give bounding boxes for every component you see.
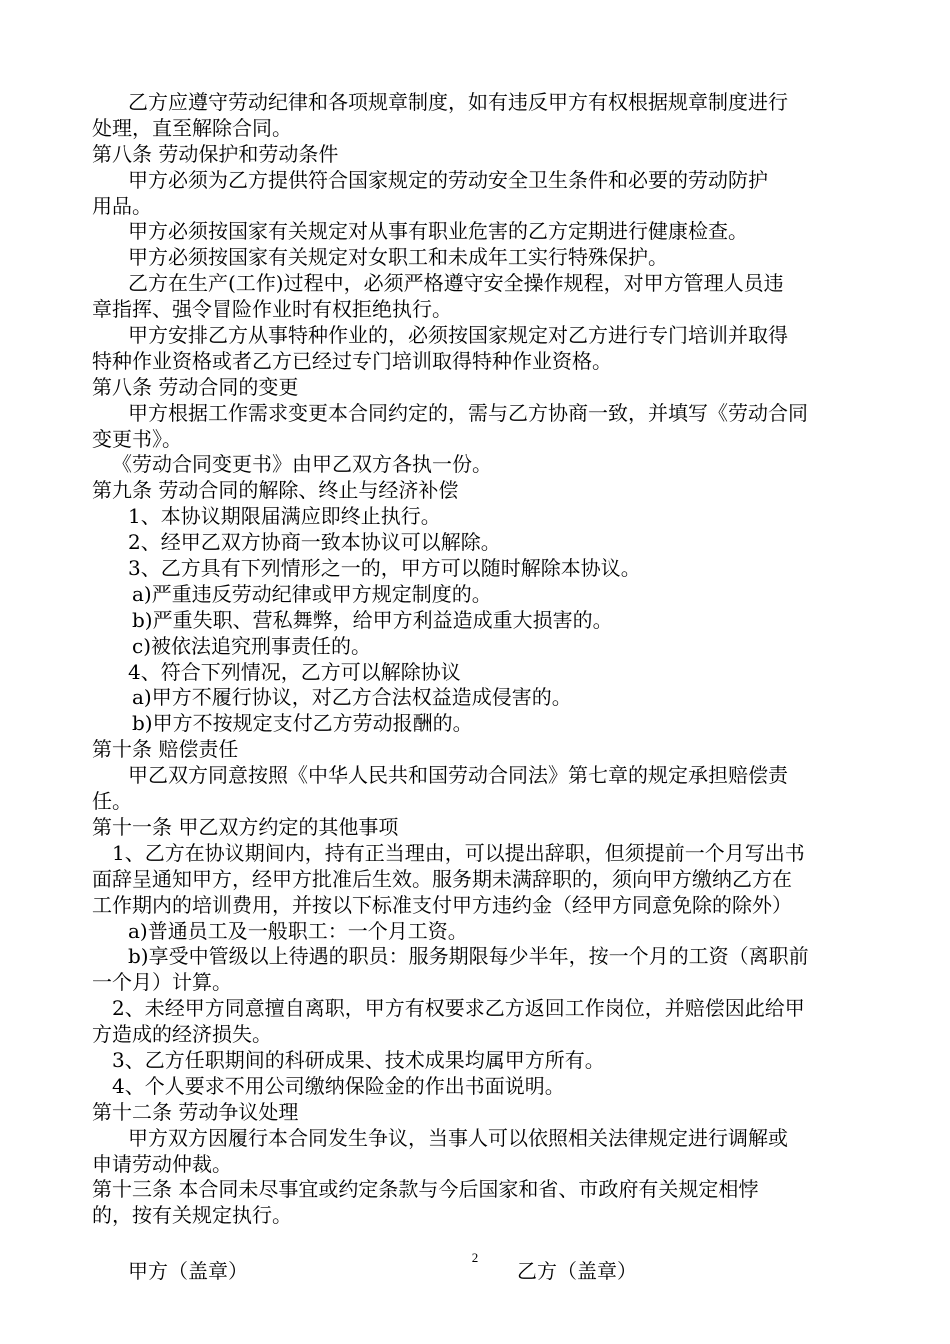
article-heading: 第十二条 劳动争议处理 [92,1099,299,1124]
text-line: a)甲方不履行协议，对乙方合法权益造成侵害的。 [132,685,572,710]
text-line: 3、乙方具有下列情形之一的，甲方可以随时解除本协议。 [128,556,641,581]
text-line: 1、乙方在协议期间内，持有正当理由，可以提出辞职，但须提前一个月写出书 [112,840,805,865]
text-line: 的，按有关规定执行。 [92,1203,292,1228]
text-line: 甲方双方因履行本合同发生争议，当事人可以依照相关法律规定进行调解或 [128,1125,788,1150]
text-line: 工作期内的培训费用，并按以下标准支付甲方违约金（经甲方同意免除的除外） [92,892,792,917]
text-line: 变更书》。 [92,426,182,451]
paragraph-lines [92,90,862,1229]
text-line: 甲方安排乙方从事特种作业的，必须按国家规定对乙方进行专门培训并取得 [128,323,788,348]
text-line: 用品。 [92,193,152,218]
article-heading: 第十三条 本合同未尽事宜或约定条款与今后国家和省、市政府有关规定相悖 [92,1177,759,1202]
article-heading: 第十一条 甲乙双方约定的其他事项 [92,814,399,839]
text-line: b)甲方不按规定支付乙方劳动报酬的。 [132,711,473,736]
text-line: 方造成的经济损失。 [92,1022,272,1047]
text-line: b)享受中管级以上待遇的职员：服务期限每少半年，按一个月的工资（离职前 [128,944,809,969]
text-line: 甲方必须为乙方提供符合国家规定的劳动安全卫生条件和必要的劳动防护 [128,167,768,192]
text-line: 任。 [92,789,132,814]
text-line: a)严重违反劳动纪律或甲方规定制度的。 [132,581,492,606]
article-heading: 第八条 劳动合同的变更 [92,374,299,399]
text-line: 特种作业资格或者乙方已经过专门培训取得特种作业资格。 [92,348,612,373]
text-line: 甲方根据工作需求变更本合同约定的，需与乙方协商一致，并填写《劳动合同 [128,400,808,425]
article-heading: 第十条 赔偿责任 [92,737,239,762]
text-line: c)被依法追究刑事责任的。 [132,633,372,658]
text-line: 4、符合下列情况，乙方可以解除协议 [128,659,461,684]
text-line: 处理，直至解除合同。 [92,115,292,140]
party-a-seal-label: 甲方（盖章） [128,1259,248,1284]
text-line: 甲乙双方同意按照《中华人民共和国劳动合同法》第七章的规定承担赔偿责 [128,763,788,788]
article-heading: 第九条 劳动合同的解除、终止与经济补偿 [92,478,459,503]
text-line: b)严重失职、营私舞弊，给甲方利益造成重大损害的。 [132,607,613,632]
text-line: 甲方必须按国家有关规定对从事有职业危害的乙方定期进行健康检查。 [128,219,748,244]
text-line: 一个月）计算。 [92,970,232,995]
text-line: 4、个人要求不用公司缴纳保险金的作出书面说明。 [112,1073,565,1098]
text-line: 2、经甲乙双方协商一致本协议可以解除。 [128,530,501,555]
party-b-seal-label: 乙方（盖章） [517,1259,637,1284]
text-line: 申请劳动仲裁。 [92,1151,232,1176]
text-line: 2、未经甲方同意擅自离职，甲方有权要求乙方返回工作岗位，并赔偿因此给甲 [112,996,805,1021]
article-heading: 第八条 劳动保护和劳动条件 [92,141,339,166]
text-line: 《劳动合同变更书》由甲乙双方各执一份。 [112,452,492,477]
text-line: 3、乙方任职期间的科研成果、技术成果均属甲方所有。 [112,1047,605,1072]
text-line: a)普通员工及一般职工：一个月工资。 [128,918,468,943]
text-line: 乙方在生产(工作)过程中，必须严格遵守安全操作规程，对甲方管理人员违 [128,271,784,296]
text-line: 章指挥、强令冒险作业时有权拒绝执行。 [92,297,452,322]
text-line: 甲方必须按国家有关规定对女职工和未成年工实行特殊保护。 [128,245,668,270]
page-number: 2 [471,1250,479,1265]
text-line: 乙方应遵守劳动纪律和各项规章制度，如有违反甲方有权根据规章制度进行 [128,90,788,114]
text-line: 面辞呈通知甲方，经甲方批准后生效。服务期未满辞职的，须向甲方缴纳乙方在 [92,866,792,891]
text-line: 1、本协议期限届满应即终止执行。 [128,504,441,529]
document-body [92,90,862,1285]
